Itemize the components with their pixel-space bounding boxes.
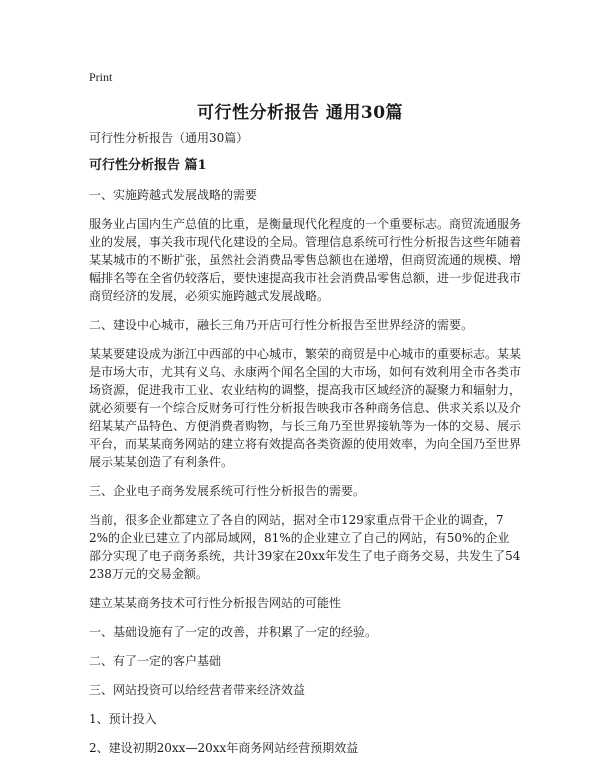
paragraph: 二、有了一定的客户基础 (89, 654, 222, 668)
paragraph: 一、实施跨越式发展战略的需要 (89, 188, 258, 202)
paragraph: 一、基础设施有了一定的改善，并积累了一定的经验。 (89, 625, 378, 639)
paragraph: 二、建设中心城市，融长三角乃开店可行性分析报告至世界经济的需要。 (89, 318, 474, 332)
page-title: 可行性分析报告 通用30篇 (196, 103, 404, 123)
paragraph: 当前，很多企业都建立了各自的网站，据对全市129家重点骨干企业的调查，72%的企业已建立了内部局域网，81%的企业建立了自己的网站，有50%的企业部分实现了电子商务系统，共计39家在20xx年发生了电子商务交易，共发生了54238万元的交易金额。 (89, 513, 521, 581)
print-link[interactable]: Print (89, 70, 113, 84)
section-heading: 可行性分析报告 篇1 (89, 158, 207, 173)
paragraph: 2、建设初期20xx—20xx年商务网站经营预期效益 (89, 741, 359, 755)
paragraph: 某某要建设成为浙江中西部的中心城市，繁荣的商贸是中心城市的重要标志。某某是市场大市，尤其有义乌、永康两个闻名全国的大市场，如何有效利用全市各类市场资源，促进我市工业、农业结构的调整，提高我市区域经济的凝聚力和辐射力，就必须要有一个综合反财务可行性分析报告映我市各种商务信息、供求关系以及介绍某某产品特色、方便消费者购物，与长三角乃至世界接轨等为一体的交易、展示平台，而某某商务网站的建立将有效提高各类资源的使用效率，为向全国乃至世界展示某某创造了有利条件。 (89, 347, 522, 469)
subtitle: 可行性分析报告（通用30篇） (89, 131, 249, 145)
document-body (89, 129, 521, 768)
paragraph: 服务业占国内生产总值的比重，是衡量现代化程度的一个重要标志。商贸流通服务业的发展，事关我市现代化建设的全局。管理信息系统可行性分析报告这些年随着某某城市的不断扩张，虽然社会消费品零售总额也在递增，但商贸流通的规模、增幅排名等在全省仍较落后，要快速提高我市社会消费品零售总额，进一步促进我市商贸经济的发展，必须实施跨越式发展战略。 (89, 217, 522, 303)
paragraph: 建立某某商务技术可行性分析报告网站的可能性 (89, 596, 342, 610)
paragraph: 1、预计投入 (89, 712, 157, 726)
paragraph: 三、企业电子商务发展系统可行性分析报告的需要。 (89, 484, 366, 498)
paragraph: 三、网站投资可以给经营者带来经济效益 (89, 683, 306, 697)
